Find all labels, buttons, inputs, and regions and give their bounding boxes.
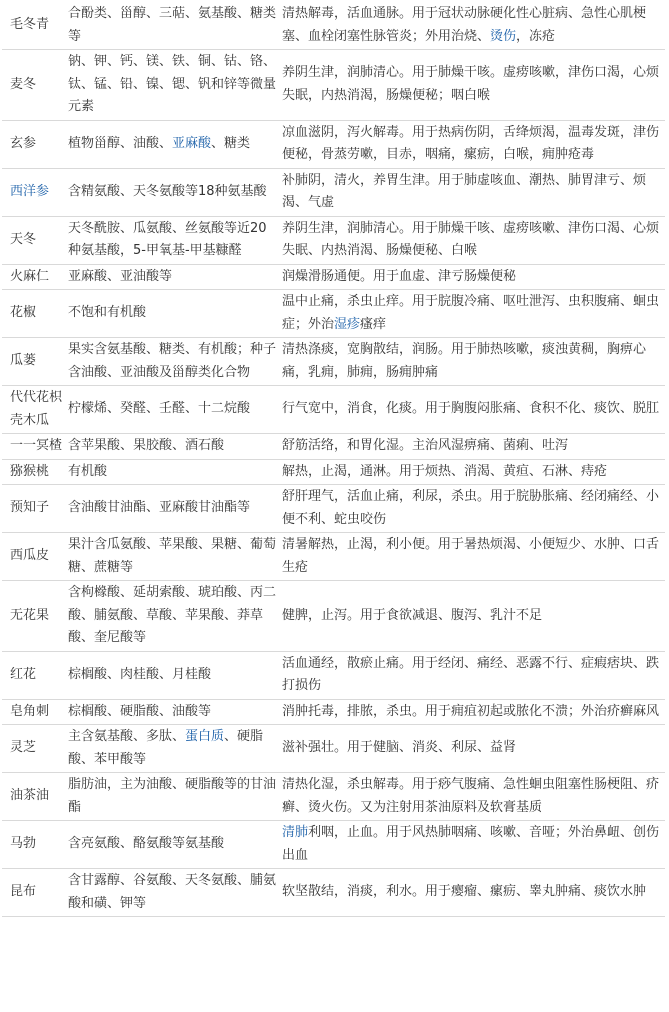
- text-segment: 补肺阴，清火，养胃生津。用于肺虚咳血、潮热、肺胃津亏、烦渴、气虚: [282, 172, 647, 210]
- term-link[interactable]: 西洋参: [10, 183, 50, 199]
- herb-effect-cell: [280, 773, 665, 821]
- herb-effect-cell: [280, 821, 665, 869]
- text-segment: 养阴生津，润肺清心。用于肺燥干咳。虚痨咳嗽，津伤口渴，心烦失眠，内热消渴，肠燥便秘；咽白喉: [282, 65, 660, 103]
- herb-row: [2, 533, 665, 581]
- herb-row: [2, 386, 665, 434]
- herb-row: [2, 699, 665, 725]
- herb-effect-cell: [280, 290, 665, 338]
- herb-row: [2, 485, 665, 533]
- herb-name-cell: 西瓜皮: [2, 533, 66, 581]
- herb-name-cell: 瓜蒌: [2, 338, 66, 386]
- herb-name-cell: [2, 168, 66, 216]
- herb-components-cell: 果汁含瓜氨酸、苹果酸、果糖、葡萄糖、蔗糖等: [66, 533, 280, 581]
- herb-effect-cell: [280, 651, 665, 699]
- herb-row: [2, 581, 665, 652]
- herb-name-cell: 一一冥楂: [2, 434, 66, 460]
- herb-row: [2, 290, 665, 338]
- herb-effect-cell: [280, 50, 665, 121]
- herb-name-cell: 花椒: [2, 290, 66, 338]
- herb-components-cell: 合酚类、甾醇、三萜、氨基酸、糖类等: [66, 2, 280, 50]
- herb-row: [2, 459, 665, 485]
- herb-name-cell: 马勃: [2, 821, 66, 869]
- text-segment: 润燥滑肠通便。用于血虚、津亏肠燥便秘: [282, 268, 517, 284]
- term-link[interactable]: 蛋白质: [185, 729, 225, 744]
- term-link[interactable]: 清肺: [282, 825, 309, 840]
- herb-effect-cell: [280, 485, 665, 533]
- herb-row: [2, 773, 665, 821]
- text-segment: 利咽，止血。用于风热肺咽痛、咳嗽、音哑；外治鼻衄、创伤出血: [282, 825, 660, 863]
- herb-row: [2, 216, 665, 264]
- herb-row: [2, 821, 665, 869]
- herb-components-cell: [66, 120, 280, 168]
- herb-row: [2, 264, 665, 290]
- herb-effect-cell: [280, 581, 665, 652]
- term-link[interactable]: 烫伤: [490, 28, 517, 44]
- herb-row: [2, 725, 665, 773]
- herb-name-cell: 麦冬: [2, 50, 66, 121]
- herb-components-cell: 天冬酰胺、瓜氨酸、丝氨酸等近20种氨基酸，5-甲氧基-甲基糠醛: [66, 216, 280, 264]
- text-segment: 舒筋活络，和胃化湿。主治风湿痹痛、菌痢、吐泻: [282, 438, 569, 453]
- herb-table-body: [2, 2, 665, 917]
- herb-components-cell: 含精氨酸、天冬氨酸等18种氨基酸: [66, 168, 280, 216]
- herb-effect-cell: [280, 725, 665, 773]
- herb-row: [2, 651, 665, 699]
- text-segment: 清热解毒，活血通脉。用于冠状动脉硬化性心脏病、急性心肌梗塞、血栓闭塞性脉管炎；外用治烧、: [282, 6, 647, 44]
- text-segment: 活血通经，散瘀止痛。用于经闭、痛经、恶露不行、症瘕痞块、跌打损伤: [282, 655, 660, 693]
- herb-effect-cell: [280, 2, 665, 50]
- term-link[interactable]: 亚麻酸: [172, 135, 212, 151]
- herb-row: [2, 50, 665, 121]
- herb-effect-cell: [280, 216, 665, 264]
- herb-components-cell: 棕榈酸、肉桂酸、月桂酸: [66, 651, 280, 699]
- herb-name-cell: 无花果: [2, 581, 66, 652]
- herb-name-cell: 火麻仁: [2, 264, 66, 290]
- herb-row: [2, 2, 665, 50]
- text-segment: 养阴生津，润肺清心。用于肺燥干咳、虚痨咳嗽、津伤口渴、心烦失眠、内热消渴、肠燥便秘、白喉: [282, 220, 660, 258]
- herb-name-cell: 玄参: [2, 120, 66, 168]
- herb-effect-cell: [280, 869, 665, 917]
- herb-effect-cell: [280, 434, 665, 460]
- text-segment: 清热涤痰，宽胸散结，润肠。用于肺热咳嗽，痰浊黄稠，胸痹心痛，乳痈，肺痈，肠痈肿痛: [282, 342, 647, 380]
- herb-components-cell: 含苹果酸、果胶酸、酒石酸: [66, 434, 280, 460]
- text-segment: 凉血滋阴，泻火解毒。用于热病伤阴，舌绛烦渴，温毒发斑，津伤便秘，骨蒸劳嗽，目赤，咽痛，瘰疬，白喉，痈肿疮毒: [282, 124, 660, 162]
- herb-components-cell: 不饱和有机酸: [66, 290, 280, 338]
- herb-name-cell: 毛冬青: [2, 2, 66, 50]
- herb-row: [2, 120, 665, 168]
- herb-components-cell: [66, 725, 280, 773]
- herb-name-cell: 猕猴桃: [2, 459, 66, 485]
- herb-effect-cell: [280, 338, 665, 386]
- herb-effect-cell: [280, 386, 665, 434]
- text-segment: 健脾，止泻。用于食欲减退、腹泻、乳汁不足: [282, 607, 543, 623]
- herb-components-cell: 脂肪油，主为油酸、硬脂酸等的甘油酯: [66, 773, 280, 821]
- herb-components-cell: 含枸橼酸、延胡索酸、琥珀酸、丙二酸、脯氨酸、草酸、苹果酸、莽草酸、奎尼酸等: [66, 581, 280, 652]
- herb-effect-cell: [280, 120, 665, 168]
- herb-name-cell: 皂角刺: [2, 699, 66, 725]
- herb-row: [2, 338, 665, 386]
- herb-components-cell: 钠、钾、钙、镁、铁、铜、钴、铬、钛、锰、铅、镍、锶、钒和锌等微量元素: [66, 50, 280, 121]
- text-segment: 主含氨基酸、多肽、: [68, 729, 186, 744]
- herb-row: [2, 434, 665, 460]
- term-link[interactable]: 湿疹: [334, 316, 361, 332]
- herb-table: [2, 2, 665, 917]
- herb-effect-cell: [280, 168, 665, 216]
- text-segment: 、硬脂酸、苯甲酸等: [68, 729, 264, 767]
- herb-effect-cell: [280, 459, 665, 485]
- herb-row: [2, 869, 665, 917]
- herb-name-cell: 代代花枳壳木瓜: [2, 386, 66, 434]
- herb-components-cell: 含亮氨酸、酪氨酸等氨基酸: [66, 821, 280, 869]
- text-segment: 瘙痒: [360, 316, 387, 332]
- herb-components-cell: 含甘露醇、谷氨酸、天冬氨酸、脯氨酸和磺、钾等: [66, 869, 280, 917]
- herb-name-cell: 油茶油: [2, 773, 66, 821]
- herb-row: [2, 168, 665, 216]
- herb-name-cell: 预知子: [2, 485, 66, 533]
- herb-components-cell: 棕榈酸、硬脂酸、油酸等: [66, 699, 280, 725]
- text-segment: 软坚散结，消痰，利水。用于瘿瘤、瘰疬、睾丸肿痛、痰饮水肿: [282, 884, 647, 900]
- herb-name-cell: 昆布: [2, 869, 66, 917]
- herb-components-cell: 柠檬烯、癸醛、壬醛、十二烷酸: [66, 386, 280, 434]
- text-segment: 解热，止渴，通淋。用于烦热、消渴、黄疸、石淋、痔疮: [282, 463, 608, 479]
- text-segment: 温中止痛，杀虫止痒。用于脘腹冷痛、呕吐泄泻、虫积腹痛、蛔虫症；外治: [282, 294, 660, 332]
- herb-effect-cell: [280, 699, 665, 725]
- text-segment: 、糖类: [211, 135, 251, 151]
- text-segment: 消肿托毒，排脓，杀虫。用于痈疽初起或脓化不溃；外治疥癣麻风: [282, 703, 660, 719]
- text-segment: 植物甾醇、油酸、: [68, 135, 173, 151]
- herb-components-cell: 有机酸: [66, 459, 280, 485]
- herb-effect-cell: [280, 533, 665, 581]
- herb-name-cell: 天冬: [2, 216, 66, 264]
- herb-components-cell: 含油酸甘油酯、亚麻酸甘油酯等: [66, 485, 280, 533]
- herb-name-cell: 红花: [2, 651, 66, 699]
- text-segment: 舒肝理气，活血止痛，利尿，杀虫。用于脘胁胀痛、经闭痛经、小便不利、蛇虫咬伤: [282, 489, 660, 527]
- text-segment: 清热化湿，杀虫解毒。用于痧气腹痛、急性蛔虫阻塞性肠梗阻、疥癣、烫火伤。又为注射用茶油原料及软膏基质: [282, 777, 660, 815]
- text-segment: 行气宽中，消食，化痰。用于胸腹闷胀痛、食积不化、痰饮、脱肛: [282, 401, 660, 417]
- text-segment: ，冻疮: [516, 28, 556, 44]
- text-segment: 滋补强壮。用于健脑、消炎、利尿、益肾: [282, 740, 517, 756]
- herb-components-cell: 亚麻酸、亚油酸等: [66, 264, 280, 290]
- herb-components-cell: 果实含氨基酸、糖类、有机酸；种子含油酸、亚油酸及甾醇类化合物: [66, 338, 280, 386]
- text-segment: 清暑解热，止渴，利小便。用于暑热烦渴、小便短少、水肿、口舌生疮: [282, 537, 660, 575]
- herb-name-cell: 灵芝: [2, 725, 66, 773]
- herb-effect-cell: [280, 264, 665, 290]
